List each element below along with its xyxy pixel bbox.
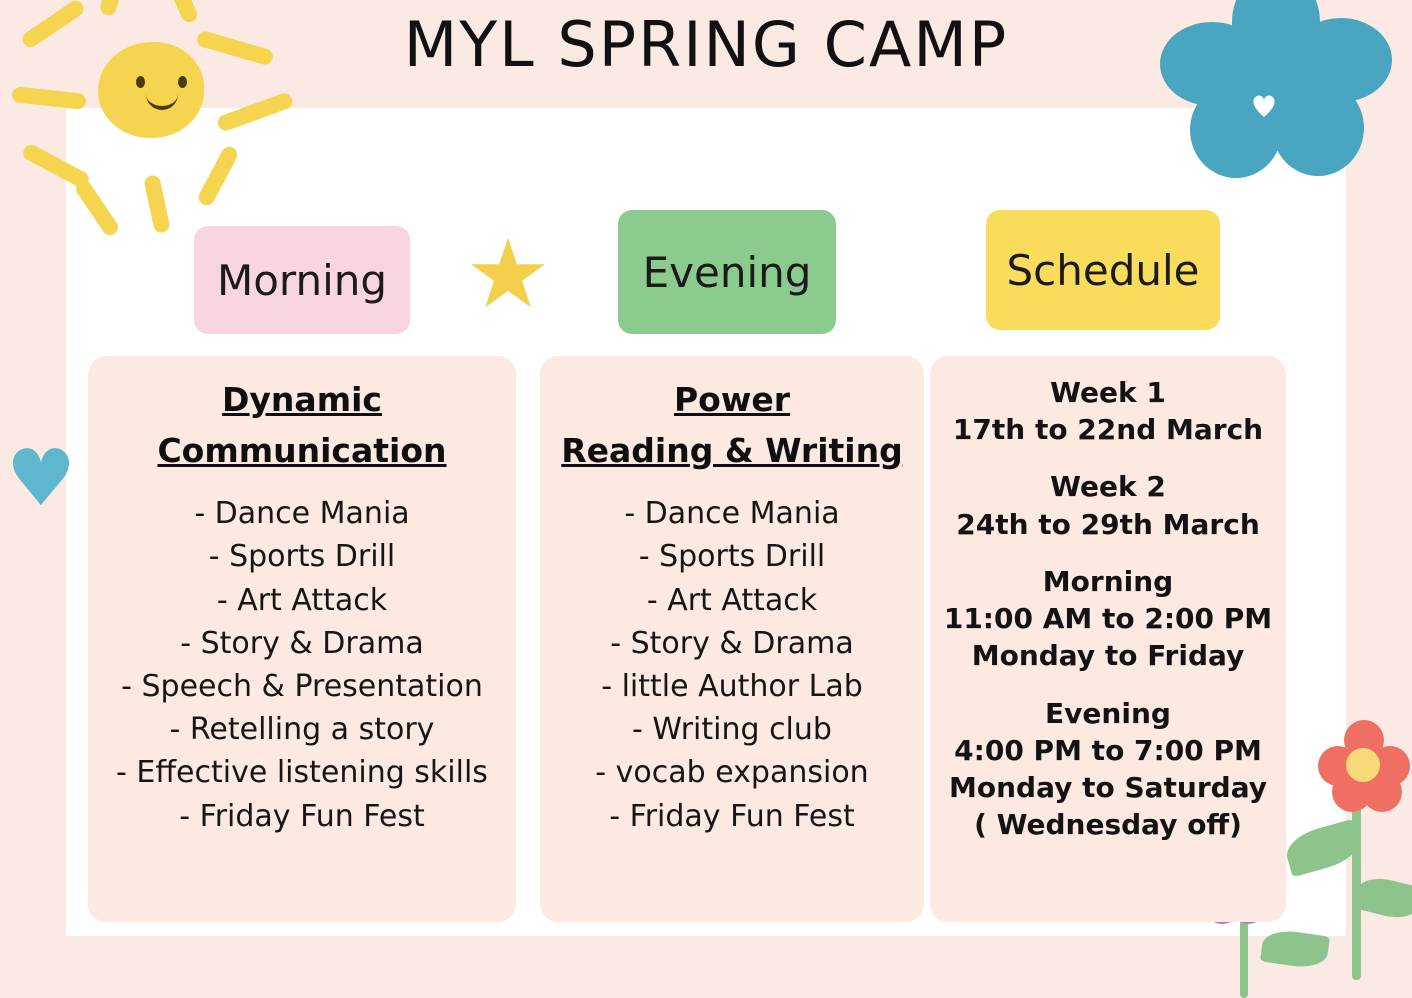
list-item: - vocab expansion [595, 755, 869, 791]
list-item: - Sports Drill [208, 539, 396, 575]
card-evening-heading [550, 374, 914, 476]
schedule-line: Week 1 [1050, 376, 1166, 409]
schedule-line: 4:00 PM to 7:00 PM [954, 733, 1262, 767]
list-item: - Story & Drama [610, 625, 854, 661]
card-morning-heading [98, 374, 506, 476]
flower-icon [1318, 720, 1408, 810]
card-evening-list [540, 492, 924, 838]
list-item: - Retelling a story [169, 712, 435, 748]
header-pill-schedule: Schedule [986, 210, 1220, 330]
card-morning [88, 356, 516, 922]
schedule-block-evening-timing [930, 695, 1286, 844]
list-item: - Art Attack [216, 582, 388, 618]
list-item: - Writing club [632, 712, 832, 748]
schedule-line: 11:00 AM to 2:00 PM [943, 602, 1273, 636]
schedule-line: Evening [1045, 696, 1171, 730]
list-item: - Sports Drill [638, 539, 826, 575]
schedule-line: Morning [1042, 564, 1174, 598]
schedule-block-week-1 [930, 374, 1286, 448]
list-item: - Speech & Presentation [121, 669, 483, 705]
star-icon: ★ [464, 218, 552, 330]
page-title: MYL SPRING CAMP [403, 8, 1009, 81]
schedule-line: ( Wednesday off) [974, 808, 1242, 842]
list-item: - Effective listening skills [116, 755, 488, 791]
schedule-line: 24th to 29th March [956, 507, 1260, 541]
schedule-line: Week 2 [1050, 470, 1166, 504]
schedule-line: Monday to Friday [971, 639, 1245, 673]
schedule-block-morning-timing [930, 563, 1286, 675]
schedule-block-week-2 [930, 468, 1286, 542]
card-schedule [930, 356, 1286, 922]
stem [1352, 790, 1361, 980]
card-evening-heading-line1: Power [674, 380, 790, 419]
list-item: - Friday Fun Fest [179, 798, 425, 834]
header-pill-evening: Evening [618, 210, 836, 334]
schedule-line: 17th to 22nd March [952, 413, 1264, 447]
heart-icon: ♥ [6, 434, 76, 524]
card-morning-heading-line2: Communication [157, 431, 447, 471]
card-morning-list [88, 492, 516, 838]
card-evening [540, 356, 924, 922]
list-item: - Story & Drama [180, 625, 424, 661]
list-item: - Art Attack [646, 582, 818, 618]
card-morning-heading-line1: Dynamic [222, 380, 382, 419]
header-pill-morning: Morning [194, 226, 410, 334]
list-item: - little Author Lab [601, 669, 863, 705]
schedule-line: Monday to Saturday [949, 771, 1267, 805]
list-item: - Friday Fun Fest [609, 798, 855, 834]
heart-icon [1250, 92, 1276, 116]
card-evening-heading-line2: Reading & Writing [561, 431, 903, 471]
leaf [1353, 873, 1412, 923]
list-item: - Dance Mania [194, 496, 410, 532]
list-item: - Dance Mania [624, 496, 840, 532]
